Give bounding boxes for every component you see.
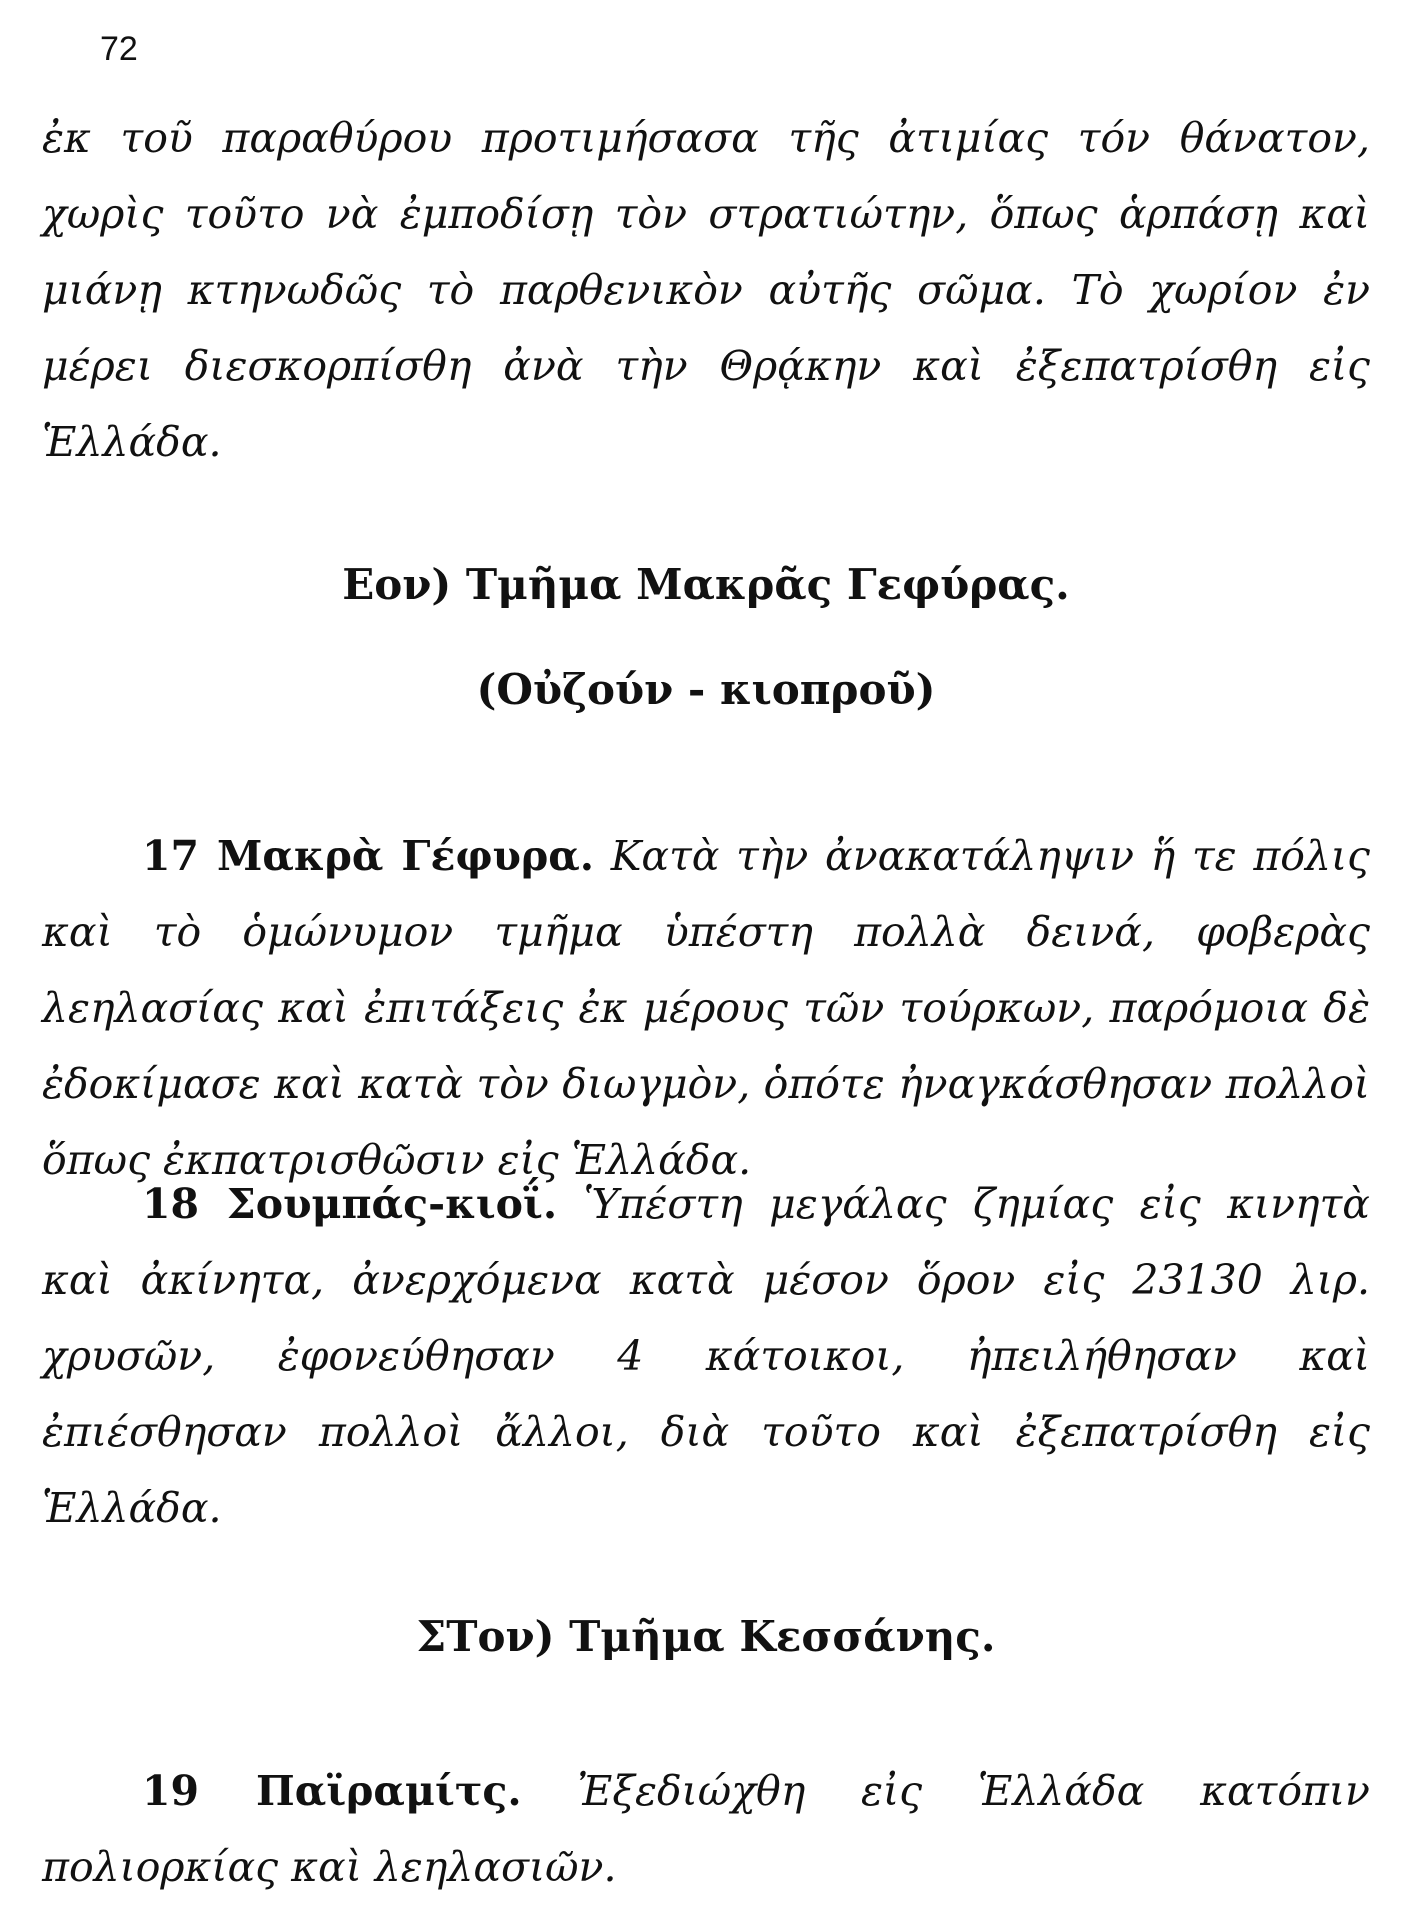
entry-19-text: Ἐξεδιώχθη εἰς Ἑλλάδα κατόπιν πολιορκίας καὶ λεηλασιῶν.: [42, 1767, 1370, 1891]
entry-17: [42, 818, 1370, 1198]
section-heading-makra-gefyra: Εον) Τμῆμα Μακρᾶς Γεφύρας.: [342, 560, 1070, 609]
section-heading-kessani: ΣΤον) Τμῆμα Κεσσάνης.: [416, 1612, 996, 1661]
section-subheading-uzunkopru: (Οὐζούν - κιοπροῦ): [476, 665, 936, 714]
entry-17-text: Κατὰ τὴν ἀνακατάληψιν ἥ τε πόλις καὶ τὸ ὁμώνυμον τμῆμα ὑπέστη πολλὰ δεινά, φοβερὰς λεηλασίας καὶ ἐπιτάξεις ἐκ μέρους τῶν τούρκων, παρόμοια δὲ ἐδοκίμασε καὶ κατὰ τὸν διωγμὸν, ὁπότε ἠναγκάσθησαν πολλοὶ ὅπως ἐκπατρισθῶσιν εἰς Ἑλλάδα.: [42, 832, 1370, 1184]
entry-18-text: Ὑπέστη μεγάλας ζημίας εἰς κινητὰ καὶ ἀκίνητα, ἀνερχόμενα κατὰ μέσον ὅρον εἰς 23130 λιρ. χρυσῶν, ἐφονεύθησαν 4 κάτοικοι, ἠπειλήθησαν καὶ ἐπιέσθησαν πολλοὶ ἄλλοι, διὰ τοῦτο καὶ ἐξεπατρίσθη εἰς Ἑλλάδα.: [42, 1180, 1370, 1532]
entry-19: [42, 1753, 1370, 1905]
entry-18: [42, 1166, 1370, 1546]
paragraph-intro-text: ἐκ τοῦ παραθύρου προτιμήσασα τῆς ἀτιμίας τόν θάνατον, χωρὶς τοῦτο νὰ ἐμποδίσῃ τὸν στρατιώτην, ὅπως ἁρπάσῃ καὶ μιάνῃ κτηνωδῶς τὸ παρθενικὸν αὐτῆς σῶμα. Τὸ χωρίον ἐν μέρει διεσκορπίσθη ἀνὰ τὴν Θρᾴκην καὶ ἐξεπατρίσθη εἰς Ἑλλάδα.: [42, 114, 1370, 466]
entry-17-title: 17 Μακρὰ Γέφυρα.: [142, 832, 595, 880]
page-number: 72: [100, 30, 138, 68]
entry-18-title: 18 Σουμπάς-κιοΐ.: [142, 1180, 558, 1228]
paragraph-intro: [42, 100, 1370, 480]
entry-19-title: 19 Παϊραμίτς.: [142, 1767, 522, 1815]
